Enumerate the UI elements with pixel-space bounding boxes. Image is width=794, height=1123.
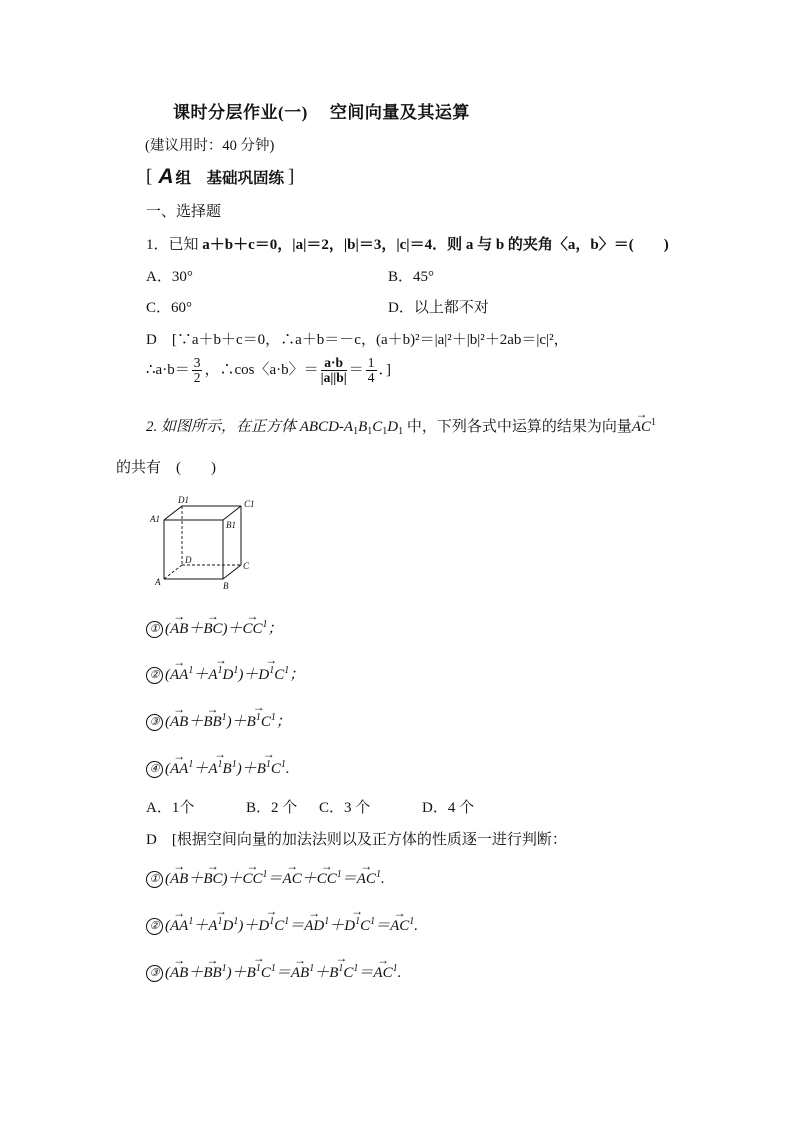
group-bracket-open: [ [146, 166, 153, 187]
label-d1: D1 [178, 495, 189, 505]
q1-answer-text-c: ＝ [348, 362, 364, 379]
edge-ad [164, 565, 182, 579]
cube-hidden-edges [164, 506, 241, 579]
q2-stem-vector: → AC [632, 419, 651, 436]
q2-stem-e: 中，下列各式中运算的结果为向量 [403, 419, 632, 435]
q2-expression-4: ④ (→ $AA^1+\to A^1B^1)+\to B^1C^1$. [146, 757, 290, 778]
solution-marker-1: ① [146, 871, 163, 888]
q2-stem-a: 2. 如图所示，在正方体 ABCD-A [146, 419, 354, 435]
q2-option-a: A．1个 [146, 800, 195, 816]
q1-fraction-1 [192, 356, 203, 385]
solution-marker-2: ② [146, 918, 163, 935]
q1-answer-line2 [146, 356, 391, 385]
q1-option-c: C．60° [146, 300, 193, 316]
label-c1: C1 [244, 499, 255, 509]
q2-stem-d: D [387, 419, 399, 435]
q2-solution-2: ② (→ $AA^1+\to A^1D^1)+\to D^1C^1=\to AD^1+\to D^1C^1=\to AC^1$. [146, 914, 418, 935]
group-label: 组 基础巩固练 [175, 170, 285, 187]
q2-option-b: B．2 个 [246, 800, 298, 816]
edge-bc [223, 565, 241, 579]
time-hint: (建议用时：40 分钟) [145, 138, 275, 154]
group-heading [146, 165, 294, 189]
label-b1: B1 [226, 520, 236, 530]
q2-solution-3: ③ (→ $AB+\to BB^1)+\to B^1C^1=\to AB^1+\to B^1C^1=\to AC^1$. [146, 961, 401, 982]
q2-option-d: D．4 个 [422, 800, 475, 816]
item-marker-1: ① [146, 621, 163, 638]
q2-expression-3: ③ (→ $AB+\to BB^1)+\to B^1C^1$； [146, 710, 291, 731]
cube-edges [164, 506, 241, 579]
label-b: B [223, 581, 229, 590]
q1-answer-line1: D [∵a＋b＋c＝0，∴a＋b＝－c，(a＋b)²＝|a|²＋|b|²＋2ab＝|c|²， [146, 332, 569, 348]
edge-b1c1 [223, 506, 241, 520]
q1-answer-text-a: ∴a·b＝ [146, 362, 190, 379]
q1-answer-text-d: ．] [378, 362, 392, 379]
q2-option-c: C．3 个 [319, 800, 371, 816]
label-a1: A1 [150, 514, 160, 524]
q2-stem-c: C [372, 419, 383, 435]
q1-fraction-1-num: 3 [193, 355, 201, 370]
q1-fraction-2 [321, 356, 347, 385]
q2-stem-b: B [358, 419, 368, 435]
edge-a1d1 [164, 506, 182, 520]
q1-stem-condition: a＋b＋c＝0，|a|＝2，|b|＝3，|c|＝4．则 a 与 b 的夹角〈a，b〉＝( ) [202, 237, 669, 253]
item-marker-4: ④ [146, 761, 163, 778]
q2-stem-line2: 的共有 ( ) [116, 460, 216, 476]
label-d: D [185, 555, 192, 565]
q1-fraction-3-den: 4 [367, 370, 375, 386]
q1-fraction-3-num: 1 [367, 355, 375, 370]
solution-marker-3: ③ [146, 965, 163, 982]
title-right: 空间向量及其运算 [329, 103, 470, 122]
q1-option-d: D．以上都不对 [388, 300, 489, 316]
group-bracket-close: ] [288, 166, 295, 187]
q2-stem: 2. 如图所示，在正方体 ABCD-$A_1B_1C_1D_1$ 中，下列各式中运算的结果为向量→ $AC^1$ [146, 415, 656, 437]
q1-option-a: A．30° [146, 269, 193, 285]
q1-stem [146, 233, 669, 254]
q1-option-b: B．45° [388, 269, 435, 285]
q1-fraction-3 [366, 356, 377, 385]
cube-figure [148, 494, 260, 590]
section-title: 一、选择题 [146, 204, 222, 220]
q2-solution-1: ① (→ $AB+\to BC)+\to CC^1=\to AC+\to CC^1=\to AC^1$. [146, 867, 385, 888]
q1-fraction-2-den: |a||b| [320, 370, 347, 386]
q1-fraction-1-den: 2 [193, 370, 201, 386]
title-left: 课时分层作业(一) [173, 103, 308, 122]
label-c: C [243, 561, 250, 571]
q2-expression-1: ① (→ $AB+\to BC)+\to CC^1$； [146, 617, 283, 638]
q1-answer-text-b: ，∴cos〈a·b〉＝ [204, 362, 319, 379]
group-letter: A [158, 165, 174, 188]
page-title [173, 98, 470, 123]
q2-expression-2: ② (→ $AA^1+\to A^1D^1)+\to D^1C^1$； [146, 663, 304, 684]
item-marker-2: ② [146, 667, 163, 684]
q2-answer-intro: D [根据空间向量的加法法则以及正方体的性质逐一进行判断： [146, 832, 567, 848]
q1-stem-number: 1．已知 [146, 237, 203, 253]
label-a: A [155, 577, 161, 587]
q1-fraction-2-num: a·b [321, 356, 347, 371]
item-marker-3: ③ [146, 714, 163, 731]
